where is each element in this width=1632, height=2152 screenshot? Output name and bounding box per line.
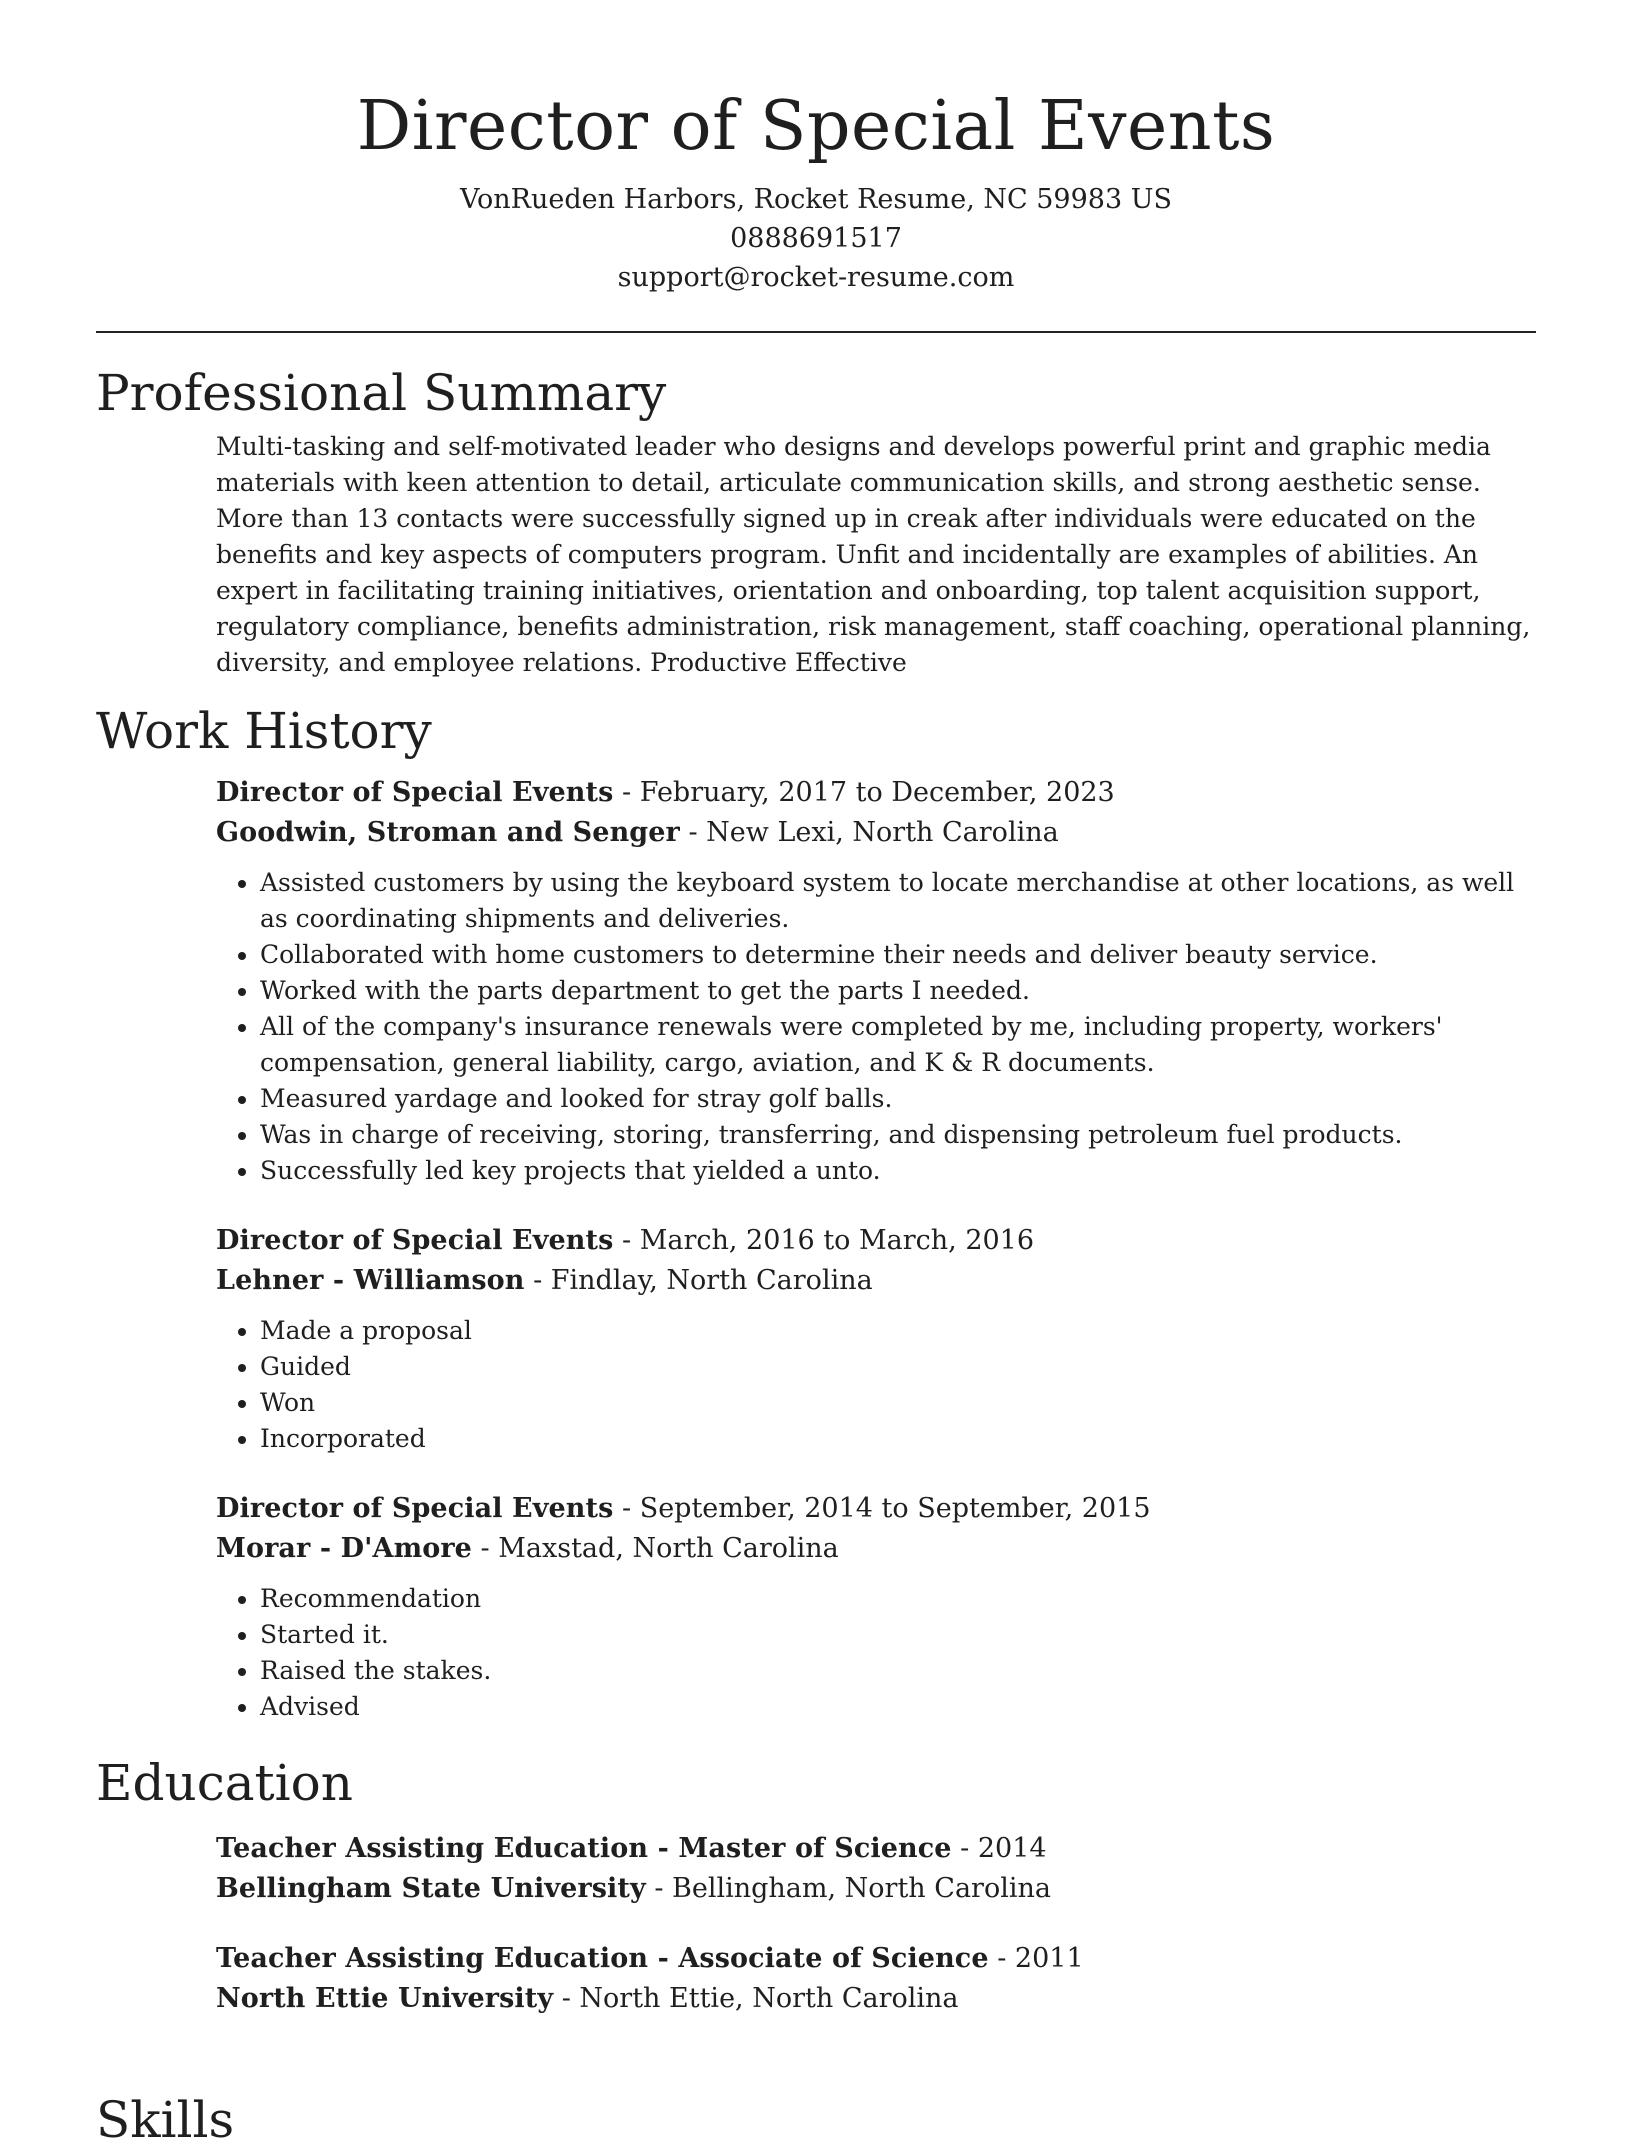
education-school-line [216,1979,1538,2019]
job-bullets [216,1313,1538,1457]
education-entry [216,1829,1538,1909]
job-company-line [216,813,1538,853]
education-degree-line [216,1939,1538,1979]
list-item: • Assisted customers by using the keyboard system to locate merchandise at other locations, as well as coordinating shipments and deliveries. [260,865,1538,937]
education-degree: - Associate of Science [648,1943,989,1974]
job-location: - Maxstad, North Carolina [471,1533,839,1564]
job-dates: - March, 2016 to March, 2016 [613,1225,1035,1256]
list-item: • Won [260,1385,1538,1421]
job-company: Morar - D'Amore [216,1533,472,1564]
list-item: • Measured yardage and looked for stray golf balls. [260,1081,1538,1117]
job-company-line [216,1529,1538,1569]
list-item: • Raised the stakes. [260,1653,1538,1689]
header-divider [96,331,1536,333]
email-address[interactable]: support@rocket-resume.com [617,262,1015,293]
job-location: - Findlay, North Carolina [524,1265,873,1296]
education-section [96,1751,1536,2019]
list-item: • Incorporated [260,1421,1538,1457]
education-school: North Ettie University [216,1983,554,2014]
education-location: - North Ettie, North Carolina [553,1983,959,2014]
list-item: • All of the company's insurance renewals were completed by me, including property, workers' compensation, general liability, cargo, aviation, and K & R documents. [260,1009,1538,1081]
list-item: • Advised [260,1689,1538,1725]
job-title-line [216,1221,1538,1261]
address: VonRueden Harbors, Rocket Resume, NC 59983 US [460,184,1172,215]
job-company: Lehner - Williamson [216,1265,525,1296]
education-field: Teacher Assisting Education [216,1943,649,1974]
education-year: - 2014 [951,1833,1047,1864]
job-bullets [216,865,1538,1189]
list-item: • Guided [260,1349,1538,1385]
job-company: Goodwin, Stroman and Senger [216,817,680,848]
education-school: Bellingham State University [216,1873,646,1904]
education-location: - Bellingham, North Carolina [645,1873,1051,1904]
work-history-section [96,699,1536,1725]
job-role: Director of Special Events [216,1225,614,1256]
list-item: • Collaborated with home customers to determine their needs and deliver beauty service. [260,937,1538,973]
education-entry [216,1939,1538,2019]
job-location: - New Lexi, North Carolina [679,817,1059,848]
job-company-line [216,1261,1538,1301]
list-item: • Successfully led key projects that yielded a unto. [260,1153,1538,1189]
section-title-summary: Professional Summary [96,364,667,422]
education-field: Teacher Assisting Education [216,1833,649,1864]
education-year: - 2011 [988,1943,1084,1974]
job-dates: - September, 2014 to September, 2015 [613,1493,1151,1524]
job-title-line [216,773,1538,813]
list-item: • Made a proposal [260,1313,1538,1349]
contact-block [96,180,1536,297]
section-title-education: Education [96,1754,353,1812]
job-role: Director of Special Events [216,1493,614,1524]
resume-title: Director of Special Events [356,87,1276,166]
summary-text: Multi-tasking and self-motivated leader who designs and develops powerful print and graphic media materials with keen attention to detail, articulate communication skills, and strong aesthetic sense. More than 13 contacts were successfully signed up in creak after individuals were educated on the benefits and key aspects of computers program. Unfit and incidentally are examples of abilities. An expert in facilitating training initiatives, orientation and onboarding, top talent acquisition support, regulatory compliance, benefits administration, risk management, staff coaching, operational planning, diversity, and employee relations. Productive Effective [216,432,1531,677]
section-title-work-history: Work History [96,702,432,760]
job-entry [216,773,1538,1189]
list-item: • Was in charge of receiving, storing, transferring, and dispensing petroleum fuel products. [260,1117,1538,1153]
education-degree-line [216,1829,1538,1869]
education-school-line [216,1869,1538,1909]
resume-page [96,0,1536,2019]
education-degree: - Master of Science [648,1833,952,1864]
section-title-skills: Skills [96,2091,235,2149]
list-item: • Worked with the parts department to get the parts I needed. [260,973,1538,1009]
job-bullets [216,1581,1538,1725]
job-entry [216,1221,1538,1457]
phone-number: 0888691517 [730,223,902,254]
job-role: Director of Special Events [216,777,614,808]
job-dates: - February, 2017 to December, 2023 [613,777,1115,808]
job-entry [216,1489,1538,1725]
resume-header [96,0,1536,297]
list-item: • Recommendation [260,1581,1538,1617]
professional-summary-section [96,361,1536,681]
job-title-line [216,1489,1538,1529]
list-item: • Started it. [260,1617,1538,1653]
